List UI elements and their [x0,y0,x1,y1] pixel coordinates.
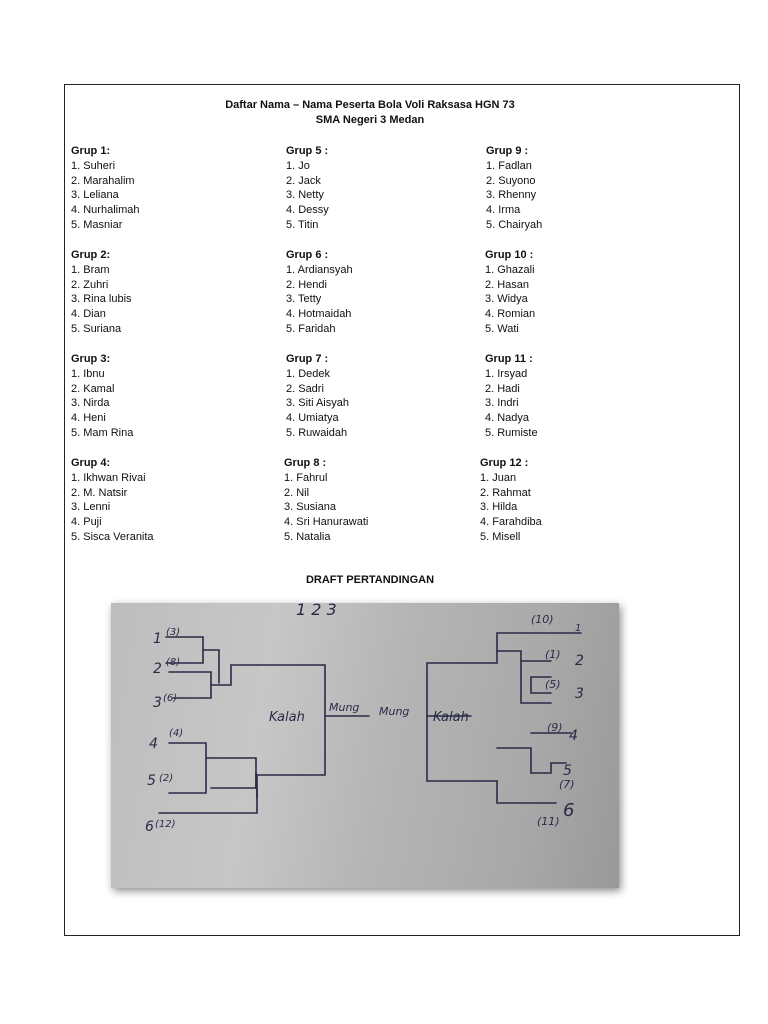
member-item: 3. Rina lubis [71,293,132,306]
member-item: 3. Hilda [480,501,518,514]
group-9 [486,144,542,233]
member-item: 3. Lenni [71,501,111,514]
group-title: Grup 3: [71,353,111,365]
member-item: 3. Leliana [71,189,119,202]
member-item: 5. Ruwaidah [286,426,348,439]
member-item: 4. Nadya [485,412,530,425]
right-seed-1: (10) [531,613,554,626]
member-item: 3. Susiana [284,501,336,514]
group-title: Grup 10 : [485,249,534,261]
right-seed-6: (11) [537,815,560,828]
bracket-line [497,781,556,803]
right-slot-1: 1 [575,623,582,634]
group-title: Grup 6 : [286,249,329,261]
member-item: 4. Hotmaidah [286,308,352,321]
member-item: 1. Dedek [286,367,331,380]
left-seed-2: (8) [166,657,181,668]
group-11 [485,352,538,441]
group-title: Grup 1: [71,145,111,157]
bracket-photo [111,603,619,888]
group-3 [71,352,133,441]
group-12 [480,456,542,545]
document-title: Daftar Nama – Nama Peserta Bola Voli Raksasa HGN 73 [225,99,515,111]
group-title: Grup 2: [71,249,111,261]
member-item: 1. Suheri [71,159,116,172]
group-title: Grup 5 : [286,145,329,157]
right-seed-5: (7) [559,778,575,791]
bracket-line [531,763,566,773]
group-2 [71,248,132,337]
member-item: 1. Juan [480,471,517,484]
group-title: Grup 7 : [286,353,329,365]
member-item: 2. Suyono [486,174,536,187]
member-item: 5. Chairyah [486,218,543,231]
member-item: 1. Bram [71,263,110,276]
member-item: 2. Marahalim [71,174,135,187]
member-item: 4. Umiatya [286,412,339,425]
group-title: Grup 9 : [486,145,529,157]
bracket-labels [145,603,584,835]
left-seed-3: (6) [163,693,178,704]
center-right-win: Mung [379,705,410,718]
member-item: 1. Ibnu [71,367,105,380]
member-item: 4. Romian [485,308,536,321]
member-item: 2. Rahmat [480,486,531,499]
member-item: 2. Sadri [286,382,324,395]
right-slot-4: 4 [569,728,578,744]
left-seed-4: (4) [169,728,184,739]
right-seed-4: (9) [547,721,563,734]
bracket-line [211,665,257,685]
member-item: 4. Irma [486,204,521,217]
member-item: 1. Ikhwan Rivai [71,471,146,484]
left-slot-5: 5 [147,773,156,789]
member-item: 4. Farahdiba [480,516,542,529]
left-slot-4: 4 [149,736,158,752]
member-item: 2. Nil [284,486,310,499]
member-item: 3. Netty [286,189,324,202]
member-item: 1. Ardiansyah [286,263,353,276]
member-item: 5. Sisca Veranita [71,530,154,543]
left-slot-3: 3 [153,695,162,711]
member-item: 3. Nirda [71,397,110,410]
member-item: 1. Fahrul [284,471,328,484]
bracket-drawing [111,603,619,888]
member-item: 1. Fadlan [486,159,532,172]
member-item: 5. Faridah [286,322,336,335]
member-item: 5. Rumiste [485,426,538,439]
member-item: 4. Sri Hanurawati [284,516,369,529]
bracket-line [169,743,206,793]
member-item: 2. Zuhri [71,278,109,291]
member-item: 5. Titin [286,218,319,231]
member-item: 5. Wati [485,322,519,335]
member-item: 1. Irsyad [485,367,528,380]
member-item: 1. Ghazali [485,263,535,276]
group-8 [284,456,368,545]
draft-title: DRAFT PERTANDINGAN [305,574,435,586]
member-item: 3. Widya [485,293,528,306]
center-left-win: Mung [329,701,360,714]
right-slot-5: 5 [563,763,572,779]
left-seed-1: (3) [166,627,181,638]
right-seed-2: (1) [545,648,561,661]
member-item: 4. Dian [71,308,106,321]
center-left-lose: Kalah [269,710,305,725]
member-item: 2. Hasan [485,278,530,291]
member-item: 2. Hadi [485,382,520,395]
member-item: 4. Heni [71,412,106,425]
group-1 [71,144,139,233]
right-slot-2: 2 [575,653,584,669]
member-item: 5. Natalia [284,530,331,543]
member-item: 2. Hendi [286,278,327,291]
member-item: 5. Masniar [71,218,123,231]
member-item: 4. Nurhalimah [71,204,140,217]
member-item: 4. Puji [71,516,102,529]
group-4 [71,456,154,545]
document-subtitle: SMA Negeri 3 Medan [315,114,425,126]
member-item: 2. Kamal [71,382,115,395]
bracket-line [206,758,256,788]
member-item: 5. Suriana [71,322,122,335]
group-7 [286,352,349,441]
bracket-line [497,748,531,773]
group-title: Grup 11 : [485,353,533,365]
group-title: Grup 4: [71,457,111,469]
left-slot-1: 1 [153,631,162,647]
left-seed-6: (12) [155,819,176,830]
member-item: 5. Mam Rina [71,426,134,439]
member-item: 4. Dessy [286,204,329,217]
bracket-line [257,775,325,798]
group-5 [286,144,329,233]
member-item: 2. Jack [286,174,321,187]
left-slot-6: 6 [145,819,154,835]
member-item: 3. Indri [485,397,519,410]
left-slot-2: 2 [153,661,162,677]
group-10 [485,248,535,337]
right-seed-3: (5) [545,678,561,691]
right-slot-3: 3 [575,686,584,702]
group-title: Grup 8 : [284,457,327,469]
group-title: Grup 12 : [480,457,529,469]
right-slot-6: 6 [563,800,575,821]
member-item: 5. Misell [480,530,521,543]
bracket-line [159,798,257,813]
member-item: 2. M. Natsir [71,486,128,499]
center-right-lose: Kalah [433,710,469,725]
member-item: 1. Jo [286,159,310,172]
group-6 [286,248,353,337]
member-item: 3. Rhenny [486,189,537,202]
bracket-top-mark: 1 2 3 [296,603,337,619]
left-seed-5: (2) [159,773,174,784]
member-item: 3. Siti Aisyah [286,397,349,410]
member-item: 3. Tetty [286,293,322,306]
